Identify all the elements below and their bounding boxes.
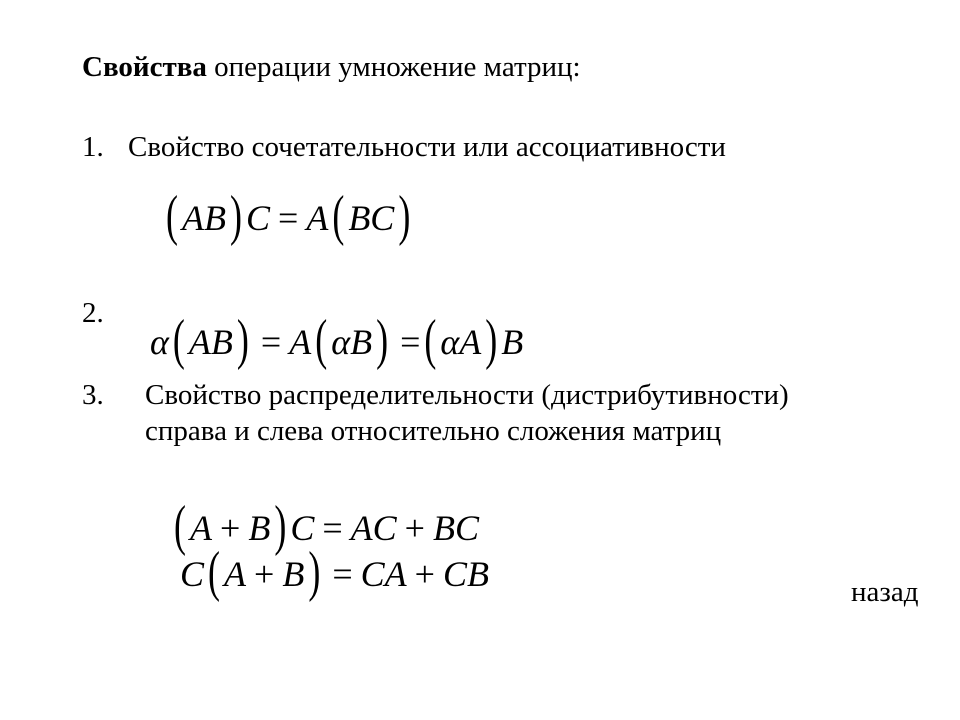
term: A [289,322,312,362]
equals: = [278,198,299,238]
term: CB [442,554,489,594]
term: AC [350,508,397,548]
term: B [248,508,271,548]
item-1-text: Свойство сочетательности или ассоциативности [128,131,726,163]
plus: + [414,554,435,594]
back-link[interactable]: назад [851,576,919,608]
equals: = [332,554,353,594]
formula-scalar [150,308,524,371]
term: CA [360,554,407,594]
term: A [306,198,329,238]
equals: = [400,322,421,362]
lparen: ( [174,494,186,557]
item-3-line-1: Свойство распределительности (дистрибутивности) [145,379,789,411]
plus: + [254,554,275,594]
rparen: ) [376,308,389,371]
formula-distributive-left [180,540,489,603]
term: AB [182,198,226,238]
plus: + [404,508,425,548]
term: αA [440,322,482,362]
alpha: α [150,322,169,362]
term: αB [331,322,373,362]
rparen: ) [485,308,498,371]
equals: = [260,322,282,362]
page-title [82,50,581,84]
title-rest: операции умножение матриц: [206,51,581,83]
term: BC [348,198,395,238]
item-3-number: 3. [82,379,104,411]
rparen: ) [308,540,321,603]
term: C [290,508,315,548]
term: AB [188,322,233,362]
term: B [501,322,524,362]
term: B [282,554,305,594]
lparen: ( [172,308,185,371]
formula-associativity [162,184,414,247]
lparen: ( [424,308,437,371]
rparen: ) [398,184,411,247]
lparen: ( [332,184,345,247]
rparen: ) [236,308,249,371]
rparen: ) [274,494,287,557]
lparen: ( [315,308,328,371]
item-2-number: 2. [82,297,104,329]
term: C [245,198,270,238]
item-3-line-2: справа и слева относительно сложения матриц [145,415,722,447]
item-1-number: 1. [82,131,104,163]
term: A [224,554,247,594]
rparen: ) [229,184,242,247]
plus: + [220,508,241,548]
equals: = [322,508,343,548]
term: C [180,554,205,594]
title-bold: Свойства [82,51,207,83]
term: A [190,508,212,548]
term: BC [432,508,479,548]
lparen: ( [208,540,221,603]
lparen: ( [166,184,178,247]
